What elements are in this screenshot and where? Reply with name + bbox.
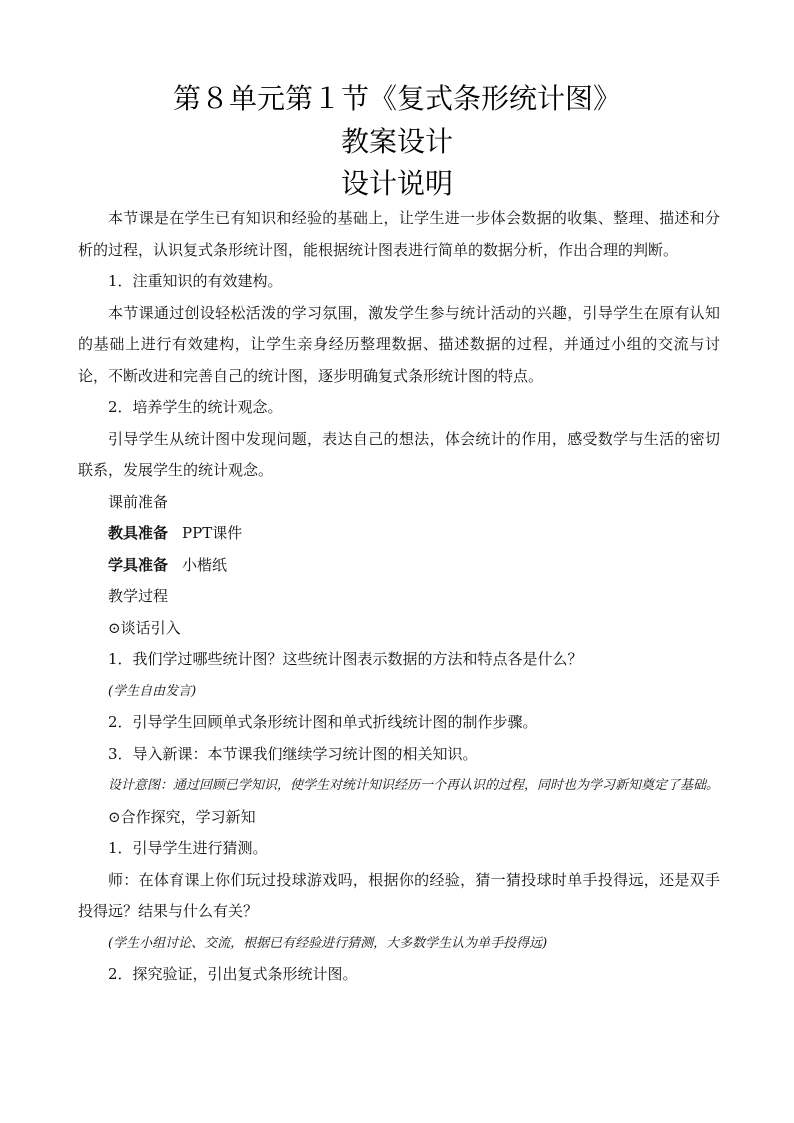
student-prep-line [78,550,720,582]
teacher-prep-line [78,518,720,550]
section2-question-2: 2．探究验证，引出复式条形统计图。 [108,965,358,983]
section2-question-1: 1．引导学生进行猜测。 [108,839,268,857]
section2-note-1: (学生小组讨论、交流，根据已有经验进行猜测，大多数学生认为单手投得远) [108,935,548,951]
teacher-prep-value: PPT课件 [182,524,243,542]
point2-body: 引导学生从统计图中发现问题，表达自己的想法，体会统计的作用，感受数学与生活的密切联系，发展学生的统计观念。 [78,429,720,479]
section1-note-1: (学生自由发言) [108,683,197,699]
section1-question-2: 2．引导学生回顾单式条形统计图和单式折线统计图的制作步骤。 [108,713,538,731]
student-prep-label: 学具准备 [108,555,169,574]
section1-design-intent: 设计意图：通过回顾已学知识，使学生对统计知识经历一个再认识的过程，同时也为学习新知奠定了基础。 [108,778,720,793]
section1-question-3: 3．导入新课：本节课我们继续学习统计图的相关知识。 [108,744,478,763]
intro-paragraph: 本节课是在学生已有知识和经验的基础上，让学生进一步体会数据的收集、整理、描述和分析的过程，认识复式条形统计图，能根据统计图表进行简单的数据分析，作出合理的判断。 [78,209,720,259]
section2-heading: ⊙合作探究，学习新知 [108,807,256,826]
prep-heading: 课前准备 [108,492,169,511]
process-heading: 教学过程 [108,587,169,605]
document-title: 第８单元第１节《复式条形统计图》 [172,82,621,115]
document-subtitle: 教案设计 [340,125,453,158]
section1-question-1: 1．我们学过哪些统计图？这些统计图表示数据的方法和特点各是什么？ [108,650,583,668]
point2-title: 2．培养学生的统计观念。 [108,398,283,416]
student-prep-value: 小楷纸 [182,555,228,574]
section2-teacher-line: 师：在体育课上你们玩过投球游戏吗，根据你的经验，猜一猜投球时单手投得远，还是双手投得远？结果与什么有关？ [78,870,720,920]
section1-heading: ⊙谈话引入 [108,618,181,637]
point1-body: 本节课通过创设轻松活泼的学习氛围，激发学生参与统计活动的兴趣，引导学生在原有认知的基础上进行有效建构，让学生亲身经历整理数据、描述数据的过程，并通过小组的交流与讨论，不断改进和完善自己的统计图，逐步明确复式条形统计图的特点。 [78,303,720,385]
teacher-prep-label: 教具准备 [108,524,169,542]
section-title-design-notes: 设计说明 [340,167,453,200]
point1-title: 1．注重知识的有效建构。 [108,272,283,290]
document-body [78,203,720,991]
